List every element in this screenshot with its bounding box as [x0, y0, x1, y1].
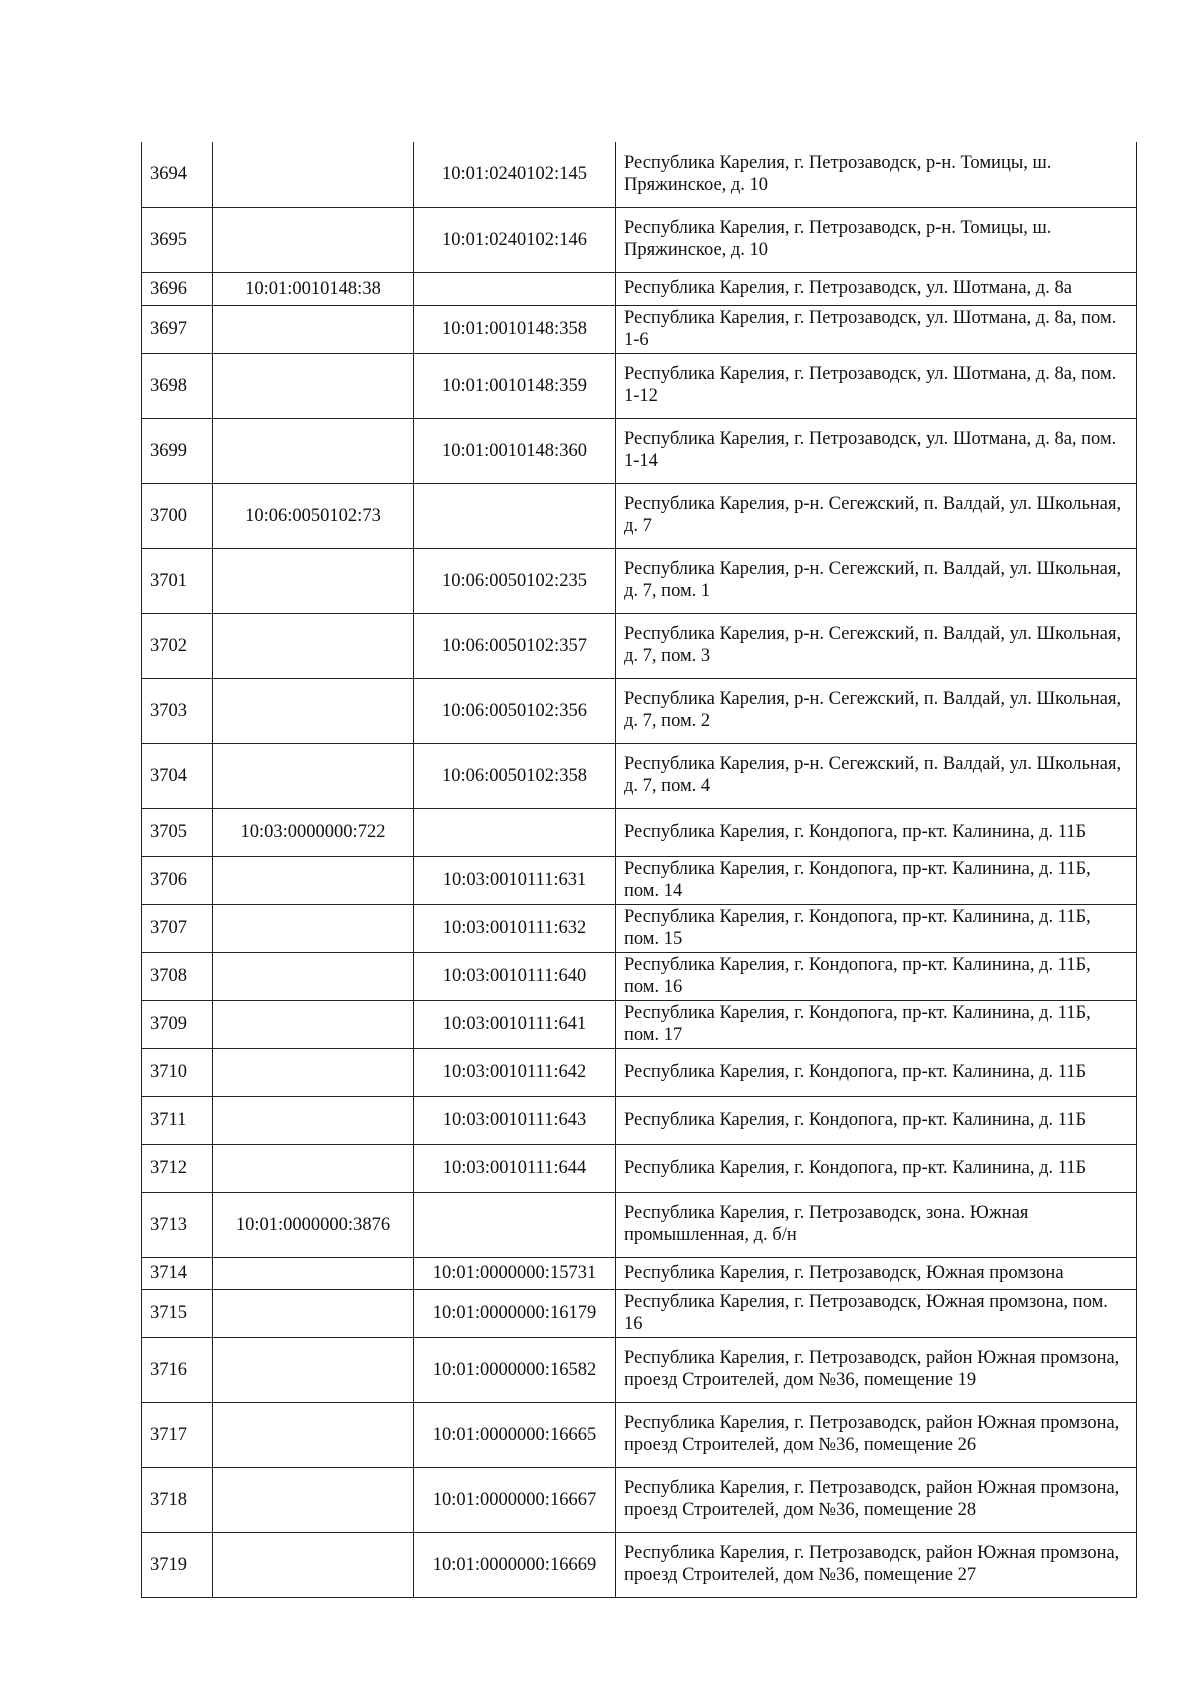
- parent-cadastral-number-cell: [213, 952, 414, 1000]
- row-number-cell: 3706: [142, 856, 213, 904]
- address-text: Республика Карелия, г. Петрозаводск, зона. Южная промышленная, д. б/н: [624, 1203, 1029, 1245]
- parent-cadastral-number-cell: [213, 207, 414, 272]
- parent-cadastral-number-cell: [213, 678, 414, 743]
- parent-cadastral-number-cell: [213, 1000, 414, 1048]
- table-row: [142, 1532, 1137, 1597]
- parent-cadastral-number-cell: 10:01:0000000:3876: [213, 1192, 414, 1257]
- parent-cadastral-number-cell: [213, 142, 414, 207]
- cadastral-number-cell: 10:03:0010111:640: [414, 952, 616, 1000]
- cadastral-number-cell: [414, 1192, 616, 1257]
- cadastral-number-cell: 10:03:0010111:641: [414, 1000, 616, 1048]
- table-row: [142, 548, 1137, 613]
- address-cell: [616, 207, 1137, 272]
- address-cell: [616, 904, 1137, 952]
- table-row: [142, 1048, 1137, 1096]
- address-cell: [616, 1048, 1137, 1096]
- cadastral-number-cell: [414, 272, 616, 305]
- address-text: Республика Карелия, г. Кондопога, пр-кт. Калинина, д. 11Б: [624, 1157, 1087, 1178]
- property-registry-table: [141, 142, 1137, 1598]
- address-cell: [616, 856, 1137, 904]
- cadastral-number-cell: 10:06:0050102:358: [414, 743, 616, 808]
- address-cell: [616, 305, 1137, 353]
- table-row: [142, 1289, 1137, 1337]
- cadastral-number-cell: 10:03:0010111:643: [414, 1096, 616, 1144]
- row-number-cell: 3701: [142, 548, 213, 613]
- row-number-cell: 3709: [142, 1000, 213, 1048]
- row-number-cell: 3710: [142, 1048, 213, 1096]
- address-text: Республика Карелия, г. Кондопога, пр-кт. Калинина, д. 11Б, пом. 15: [624, 906, 1091, 949]
- row-number-cell: 3696: [142, 272, 213, 305]
- address-cell: [616, 272, 1137, 305]
- cadastral-number-cell: 10:01:0010148:358: [414, 305, 616, 353]
- address-text: Республика Карелия, г. Кондопога, пр-кт. Калинина, д. 11Б: [624, 1061, 1087, 1082]
- address-cell: [616, 952, 1137, 1000]
- address-text: Республика Карелия, г. Петрозаводск, р-н. Томицы, ш. Пряжинское, д. 10: [624, 218, 1052, 260]
- cadastral-number-cell: [414, 483, 616, 548]
- parent-cadastral-number-cell: [213, 1532, 414, 1597]
- row-number-cell: 3694: [142, 142, 213, 207]
- cadastral-number-cell: [414, 808, 616, 856]
- cadastral-number-cell: 10:03:0010111:631: [414, 856, 616, 904]
- address-text: Республика Карелия, г. Петрозаводск, район Южная промзона, проезд Строителей, дом №36, помещение 28: [624, 1478, 1120, 1520]
- table-row: [142, 272, 1137, 305]
- row-number-cell: 3702: [142, 613, 213, 678]
- parent-cadastral-number-cell: [213, 305, 414, 353]
- registry-table-body: [142, 142, 1137, 1597]
- address-cell: [616, 743, 1137, 808]
- table-row: [142, 305, 1137, 353]
- cadastral-number-cell: 10:03:0010111:642: [414, 1048, 616, 1096]
- address-text: Республика Карелия, р-н. Сегежский, п. Валдай, ул. Школьная, д. 7, пом. 3: [624, 624, 1122, 666]
- parent-cadastral-number-cell: [213, 1289, 414, 1337]
- parent-cadastral-number-cell: [213, 1402, 414, 1467]
- address-text: Республика Карелия, г. Кондопога, пр-кт. Калинина, д. 11Б: [624, 1109, 1087, 1130]
- parent-cadastral-number-cell: [213, 353, 414, 418]
- cadastral-number-cell: 10:03:0010111:644: [414, 1144, 616, 1192]
- parent-cadastral-number-cell: [213, 1144, 414, 1192]
- table-row: [142, 353, 1137, 418]
- address-text: Республика Карелия, г. Петрозаводск, район Южная промзона, проезд Строителей, дом №36, помещение 27: [624, 1543, 1120, 1585]
- table-row: [142, 952, 1137, 1000]
- row-number-cell: 3714: [142, 1257, 213, 1289]
- row-number-cell: 3713: [142, 1192, 213, 1257]
- cadastral-number-cell: 10:06:0050102:357: [414, 613, 616, 678]
- row-number-cell: 3698: [142, 353, 213, 418]
- table-row: [142, 1402, 1137, 1467]
- address-text: Республика Карелия, г. Кондопога, пр-кт. Калинина, д. 11Б: [624, 821, 1087, 842]
- parent-cadastral-number-cell: [213, 1048, 414, 1096]
- cadastral-number-cell: 10:01:0010148:360: [414, 418, 616, 483]
- parent-cadastral-number-cell: [213, 418, 414, 483]
- address-cell: [616, 142, 1137, 207]
- address-cell: [616, 1192, 1137, 1257]
- address-cell: [616, 548, 1137, 613]
- parent-cadastral-number-cell: [213, 548, 414, 613]
- parent-cadastral-number-cell: [213, 904, 414, 952]
- row-number-cell: 3718: [142, 1467, 213, 1532]
- table-row: [142, 1257, 1137, 1289]
- address-text: Республика Карелия, г. Петрозаводск, район Южная промзона, проезд Строителей, дом №36, помещение 26: [624, 1413, 1120, 1455]
- parent-cadastral-number-cell: [213, 1096, 414, 1144]
- row-number-cell: 3704: [142, 743, 213, 808]
- address-text: Республика Карелия, г. Петрозаводск, ул. Шотмана, д. 8а, пом. 1-6: [624, 307, 1117, 350]
- parent-cadastral-number-cell: 10:03:0000000:722: [213, 808, 414, 856]
- row-number-cell: 3695: [142, 207, 213, 272]
- table-row: [142, 808, 1137, 856]
- table-row: [142, 1192, 1137, 1257]
- row-number-cell: 3707: [142, 904, 213, 952]
- address-text: Республика Карелия, г. Петрозаводск, ул. Шотмана, д. 8а, пом. 1-14: [624, 429, 1117, 471]
- address-cell: [616, 1096, 1137, 1144]
- address-cell: [616, 678, 1137, 743]
- cadastral-number-cell: 10:06:0050102:356: [414, 678, 616, 743]
- address-cell: [616, 1144, 1137, 1192]
- table-row: [142, 483, 1137, 548]
- cadastral-number-cell: 10:01:0240102:146: [414, 207, 616, 272]
- cadastral-number-cell: 10:01:0000000:15731: [414, 1257, 616, 1289]
- cadastral-number-cell: 10:06:0050102:235: [414, 548, 616, 613]
- row-number-cell: 3700: [142, 483, 213, 548]
- row-number-cell: 3712: [142, 1144, 213, 1192]
- parent-cadastral-number-cell: [213, 1257, 414, 1289]
- address-cell: [616, 1257, 1137, 1289]
- table-row: [142, 1000, 1137, 1048]
- row-number-cell: 3708: [142, 952, 213, 1000]
- cadastral-number-cell: 10:03:0010111:632: [414, 904, 616, 952]
- address-text: Республика Карелия, г. Петрозаводск, ул. Шотмана, д. 8а: [624, 278, 1072, 298]
- address-text: Республика Карелия, г. Кондопога, пр-кт. Калинина, д. 11Б, пом. 17: [624, 1002, 1091, 1045]
- address-text: Республика Карелия, г. Петрозаводск, Южная промзона, пом. 16: [624, 1291, 1108, 1334]
- address-text: Республика Карелия, г. Петрозаводск, ул. Шотмана, д. 8а, пом. 1-12: [624, 364, 1117, 406]
- address-text: Республика Карелия, г. Петрозаводск, Южная промзона: [624, 1262, 1064, 1283]
- table-row: [142, 1144, 1137, 1192]
- address-text: Республика Карелия, р-н. Сегежский, п. Валдай, ул. Школьная, д. 7, пом. 2: [624, 689, 1122, 731]
- parent-cadastral-number-cell: [213, 743, 414, 808]
- cadastral-number-cell: 10:01:0000000:16665: [414, 1402, 616, 1467]
- address-cell: [616, 1467, 1137, 1532]
- row-number-cell: 3719: [142, 1532, 213, 1597]
- row-number-cell: 3703: [142, 678, 213, 743]
- parent-cadastral-number-cell: [213, 1467, 414, 1532]
- table-row: [142, 904, 1137, 952]
- address-cell: [616, 1532, 1137, 1597]
- address-cell: [616, 353, 1137, 418]
- cadastral-number-cell: 10:01:0000000:16582: [414, 1337, 616, 1402]
- row-number-cell: 3705: [142, 808, 213, 856]
- address-text: Республика Карелия, г. Петрозаводск, район Южная промзона, проезд Строителей, дом №36, помещение 19: [624, 1348, 1120, 1390]
- address-text: Республика Карелия, г. Петрозаводск, р-н. Томицы, ш. Пряжинское, д. 10: [624, 152, 1052, 195]
- table-row: [142, 1096, 1137, 1144]
- address-text: Республика Карелия, г. Кондопога, пр-кт. Калинина, д. 11Б, пом. 14: [624, 858, 1091, 901]
- parent-cadastral-number-cell: 10:06:0050102:73: [213, 483, 414, 548]
- row-number-cell: 3716: [142, 1337, 213, 1402]
- address-cell: [616, 1000, 1137, 1048]
- address-cell: [616, 808, 1137, 856]
- cadastral-number-cell: 10:01:0240102:145: [414, 142, 616, 207]
- cadastral-number-cell: 10:01:0000000:16669: [414, 1532, 616, 1597]
- cadastral-number-cell: 10:01:0010148:359: [414, 353, 616, 418]
- table-row: [142, 743, 1137, 808]
- row-number-cell: 3697: [142, 305, 213, 353]
- address-text: Республика Карелия, г. Кондопога, пр-кт. Калинина, д. 11Б, пом. 16: [624, 954, 1091, 997]
- parent-cadastral-number-cell: 10:01:0010148:38: [213, 272, 414, 305]
- cadastral-number-cell: 10:01:0000000:16667: [414, 1467, 616, 1532]
- address-cell: [616, 613, 1137, 678]
- parent-cadastral-number-cell: [213, 613, 414, 678]
- table-row: [142, 142, 1137, 207]
- parent-cadastral-number-cell: [213, 1337, 414, 1402]
- table-row: [142, 1337, 1137, 1402]
- cadastral-number-cell: 10:01:0000000:16179: [414, 1289, 616, 1337]
- table-row: [142, 207, 1137, 272]
- address-cell: [616, 1289, 1137, 1337]
- table-row: [142, 856, 1137, 904]
- address-text: Республика Карелия, р-н. Сегежский, п. Валдай, ул. Школьная, д. 7: [624, 494, 1122, 536]
- address-cell: [616, 1402, 1137, 1467]
- row-number-cell: 3711: [142, 1096, 213, 1144]
- parent-cadastral-number-cell: [213, 856, 414, 904]
- row-number-cell: 3715: [142, 1289, 213, 1337]
- address-cell: [616, 483, 1137, 548]
- table-row: [142, 418, 1137, 483]
- table-row: [142, 1467, 1137, 1532]
- address-cell: [616, 418, 1137, 483]
- row-number-cell: 3717: [142, 1402, 213, 1467]
- address-text: Республика Карелия, р-н. Сегежский, п. Валдай, ул. Школьная, д. 7, пом. 1: [624, 559, 1122, 601]
- address-cell: [616, 1337, 1137, 1402]
- table-row: [142, 678, 1137, 743]
- table-row: [142, 613, 1137, 678]
- address-text: Республика Карелия, р-н. Сегежский, п. Валдай, ул. Школьная, д. 7, пом. 4: [624, 754, 1122, 796]
- row-number-cell: 3699: [142, 418, 213, 483]
